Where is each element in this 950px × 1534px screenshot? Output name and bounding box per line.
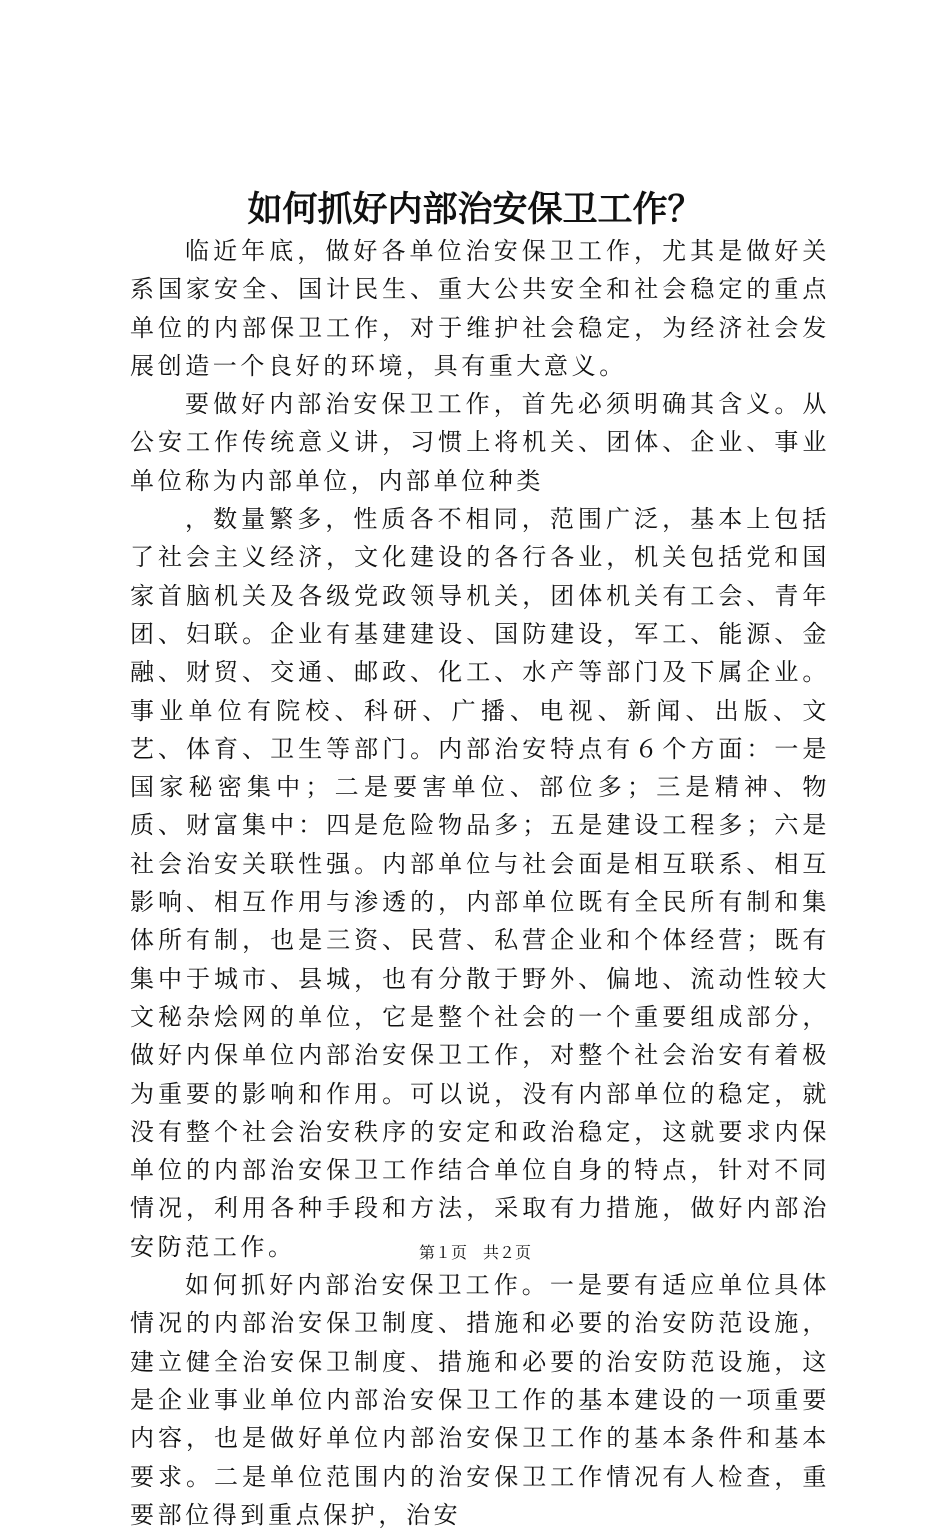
document-body (130, 232, 830, 1534)
document-title: 如何抓好内部治安保卫工作？ (247, 189, 703, 230)
page-number-footer: 第１页 共２页 (418, 1243, 531, 1262)
paragraph-2: 要做好内部治安保卫工作，首先必须明确其含义。从公安工作传统意义讲，习惯上将机关、团体、企业、事业单位称为内部单位，内部单位种类 (130, 390, 830, 495)
paragraph-4: 如何抓好内部治安保卫工作。一是要有适应单位具体情况的内部治安保卫制度、措施和必要的治安防范设施，建立健全治安保卫制度、措施和必要的治安防范设施，这是企业事业单位内部治安保卫工作的基本建设的一项重要内容，也是做好单位内部治安保卫工作的基本条件和基本要求。二是单位范围内的治安保卫工作情况有人检查，重要部位得到重点保护，治安 (130, 1271, 830, 1529)
paragraph-3: ，数量繁多，性质各不相同，范围广泛，基本上包括了社会主义经济，文化建设的各行各业，机关包括党和国家首脑机关及各级党政领导机关，团体机关有工会、青年团、妇联。企业有基建建设、国防建设，军工、能源、金融、财贸、交通、邮政、化工、水产等部门及下属企业。事业单位有院校、科研、广播、电视、新闻、出版、文艺、体育、卫生等部门。内部治安特点有６个方面：一是国家秘密集中；二是要害单位、部位多；三是精神、物质、财富集中：四是危险物品多；五是建设工程多；六是社会治安关联性强。内部单位与社会面是相互联系、相互影响、相互作用与渗透的，内部单位既有全民所有制和集体所有制，也是三资、民营、私营企业和个体经营；既有集中于城市、县城，也有分散于野外、偏地、流动性较大文秘杂烩网的单位，它是整个社会的一个重要组成部分，做好内保单位内部治安保卫工作，对整个社会治安有着极为重要的影响和作用。可以说，没有内部单位的稳定，就没有整个社会治安秩序的安定和政治稳定，这就要求内保单位的内部治安保卫工作结合单位自身的特点，针对不同情况，利用各种手段和方法，采取有力措施，做好内部治安防范工作。 (130, 505, 830, 1261)
paragraph-1: 临近年底，做好各单位治安保卫工作，尤其是做好关系国家安全、国计民生、重大公共安全和社会稳定的重点单位的内部保卫工作，对于维护社会稳定，为经济社会发展创造一个良好的环境，具有重大意义。 (130, 237, 830, 380)
